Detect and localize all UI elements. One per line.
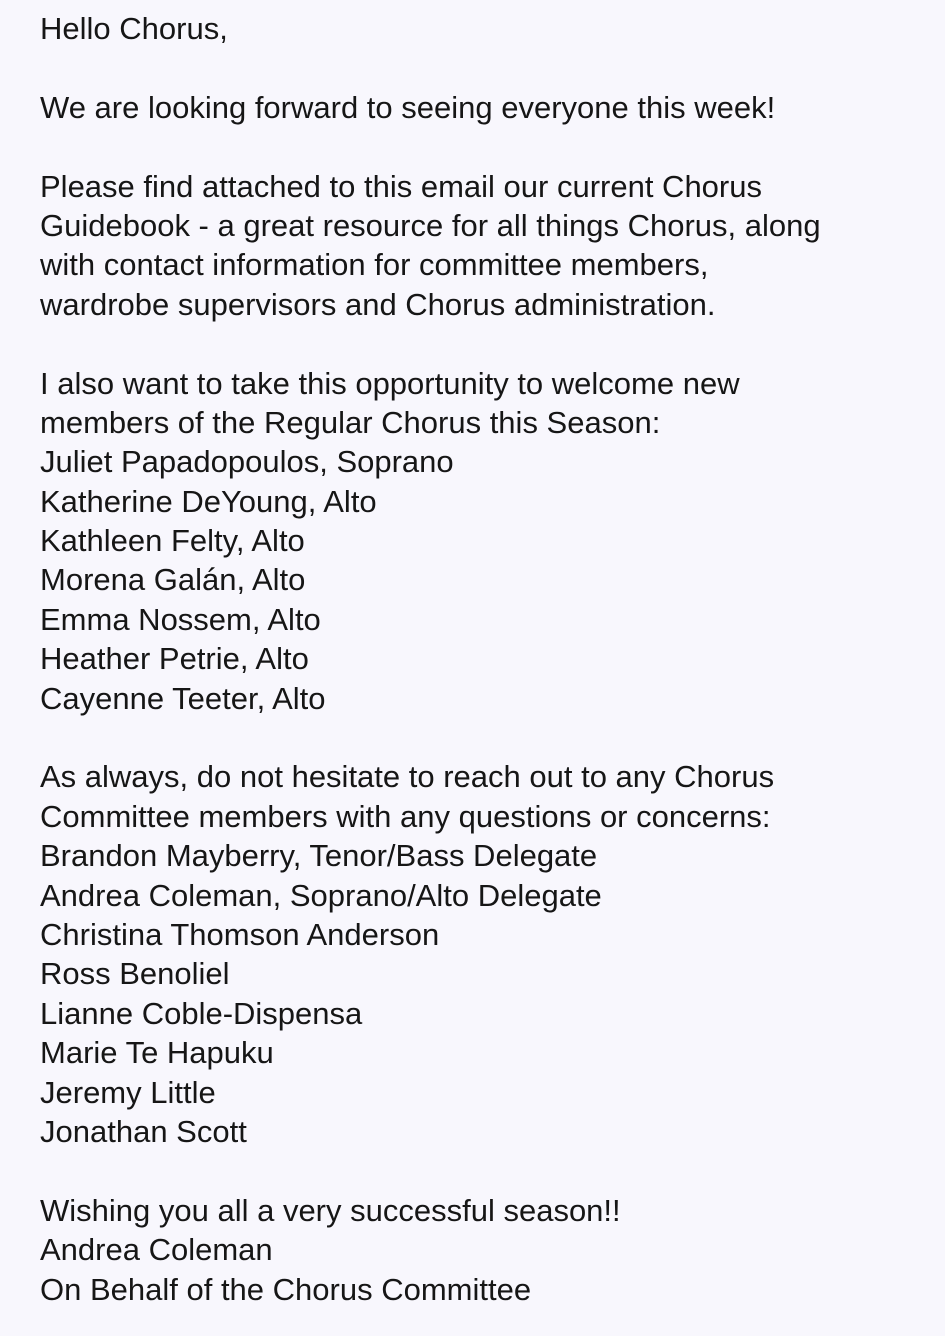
new-members-list <box>40 442 920 718</box>
paragraph-line: with contact information for committee members, <box>40 247 709 283</box>
paragraph-line: Committee members with any questions or concerns: <box>40 798 771 834</box>
list-item: Jeremy Little <box>40 1074 216 1110</box>
list-item: Juliet Papadopoulos, Soprano <box>40 444 454 480</box>
paragraph-line: As always, do not hesitate to reach out to any Chorus <box>40 759 775 795</box>
committee-paragraph <box>40 757 920 836</box>
paragraph-line: members of the Regular Chorus this Season: <box>40 404 661 440</box>
paragraph-gap <box>40 718 920 757</box>
list-item: Katherine DeYoung, Alto <box>40 483 377 519</box>
intro-text: We are looking forward to seeing everyone this week! <box>40 89 776 125</box>
signature-name: Andrea Coleman <box>40 1232 273 1268</box>
paragraph-gap <box>40 48 920 87</box>
list-item: Emma Nossem, Alto <box>40 601 321 637</box>
list-item: Jonathan Scott <box>40 1113 247 1149</box>
paragraph-gap <box>40 127 920 166</box>
paragraph-line: wardrobe supervisors and Chorus administration. <box>40 286 716 322</box>
list-item: Marie Te Hapuku <box>40 1035 274 1071</box>
list-item: Andrea Coleman, Soprano/Alto Delegate <box>40 877 602 913</box>
welcome-paragraph <box>40 364 920 443</box>
paragraph-gap <box>40 324 920 363</box>
email-body <box>40 9 920 1309</box>
list-item: Lianne Coble-Dispensa <box>40 995 363 1031</box>
signature-title: On Behalf of the Chorus Committee <box>40 1271 532 1307</box>
closing-text: Wishing you all a very successful season!! <box>40 1192 621 1228</box>
list-item: Ross Benoliel <box>40 956 230 992</box>
greeting: Hello Chorus, <box>40 11 228 46</box>
guidebook-paragraph <box>40 167 920 325</box>
list-item: Brandon Mayberry, Tenor/Bass Delegate <box>40 838 598 874</box>
paragraph-line: Please find attached to this email our current Chorus <box>40 168 762 204</box>
list-item: Morena Galán, Alto <box>40 562 306 598</box>
list-item: Kathleen Felty, Alto <box>40 523 305 559</box>
list-item: Christina Thomson Anderson <box>40 916 440 952</box>
paragraph-gap <box>40 1151 920 1190</box>
list-item: Heather Petrie, Alto <box>40 641 309 677</box>
committee-members-list <box>40 836 920 1151</box>
list-item: Cayenne Teeter, Alto <box>40 680 326 716</box>
paragraph-line: Guidebook - a great resource for all things Chorus, along <box>40 207 821 243</box>
paragraph-line: I also want to take this opportunity to welcome new <box>40 365 740 401</box>
